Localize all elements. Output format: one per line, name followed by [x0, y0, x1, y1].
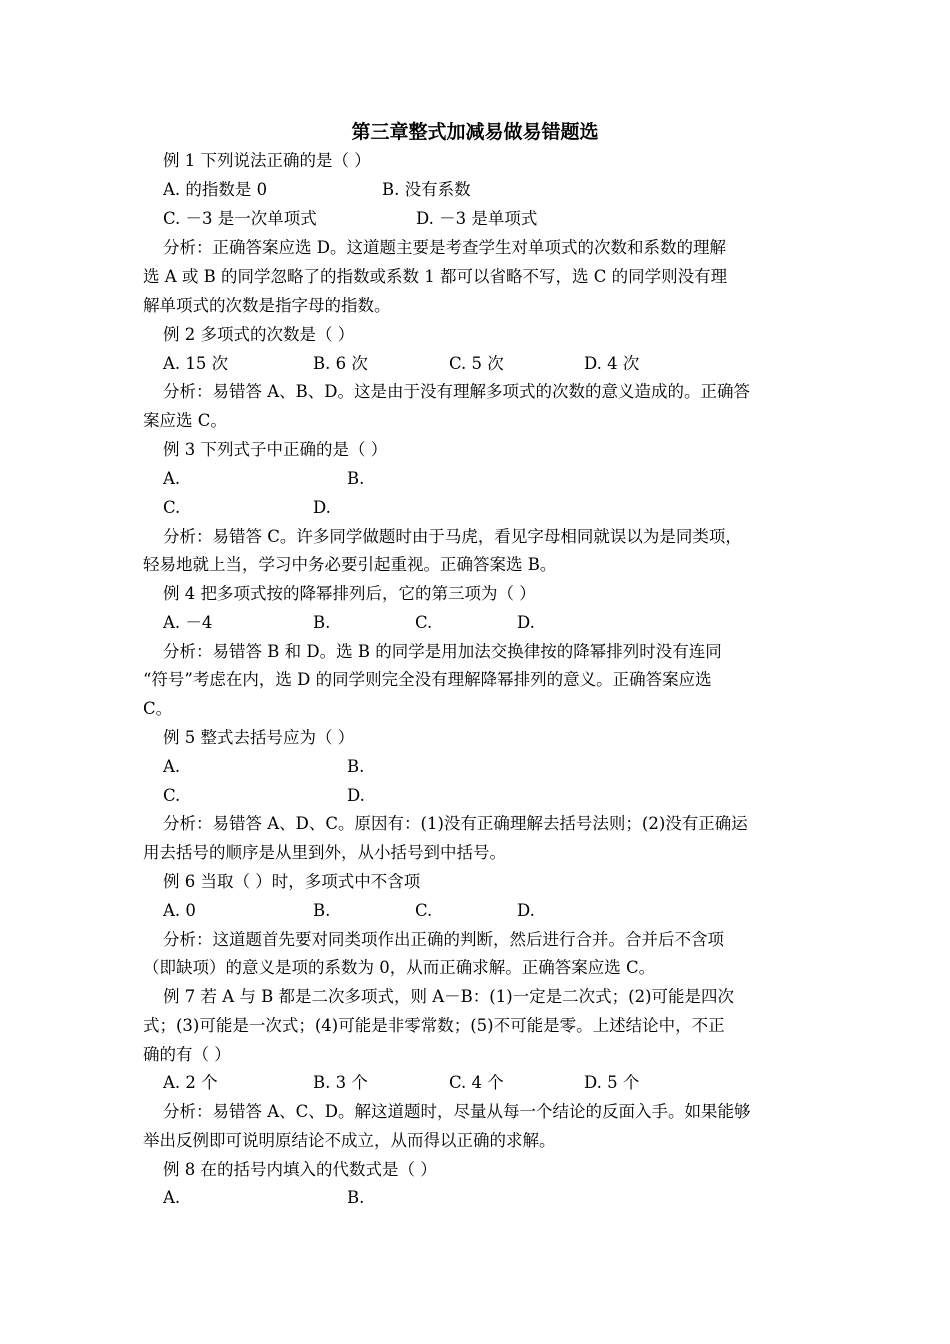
example-3-option-a: A.	[163, 469, 181, 488]
example-5-option-b: B.	[347, 757, 365, 776]
example-6-option-b: B.	[313, 901, 331, 920]
example-7-option-d: D. 5 个	[584, 1073, 640, 1092]
example-3-option-b: B.	[347, 469, 365, 488]
example-4-analysis-line: 分析：易错答 B 和 D。选 B 的同学是用加法交换律按的降幂排列时没有连同	[163, 642, 722, 661]
example-7-option-c: C. 4 个	[449, 1073, 504, 1092]
example-6-analysis-line: （即缺项）的意义是项的系数为 0，从而正确求解。正确答案应选 C。	[143, 958, 656, 977]
example-4-option-b: B.	[313, 613, 331, 632]
example-3-analysis-line: 分析：易错答 C。许多同学做题时由于马虎，看见字母相同就误以为是同类项，	[163, 527, 742, 546]
example-6-option-d: D.	[517, 901, 535, 920]
example-2-option-c: C. 5 次	[449, 354, 504, 373]
example-1-option-d: D. －3 是单项式	[416, 209, 538, 228]
example-1-option-b: B. 没有系数	[382, 180, 471, 199]
example-6-question: 例 6 当取（ ）时，多项式中不含项	[163, 872, 421, 891]
example-2-option-b: B. 6 次	[313, 354, 368, 373]
example-2-option-a: A. 15 次	[163, 354, 229, 373]
example-5-option-d: D.	[347, 786, 365, 805]
example-1-analysis-line: 选 A 或 B 的同学忽略了的指数或系数 1 都可以省略不写，选 C 的同学则没有理	[143, 267, 728, 286]
example-7-analysis-line: 分析：易错答 A、C、D。解这道题时，尽量从每一个结论的反面入手。如果能够	[163, 1102, 751, 1121]
example-1-option-c: C. －3 是一次单项式	[163, 209, 317, 228]
example-5-option-c: C.	[163, 786, 181, 805]
example-4-option-c: C.	[415, 613, 433, 632]
example-7-question: 例 7 若 A 与 B 都是二次多项式，则 A－B：(1)一定是二次式；(2)可能是四次	[163, 987, 735, 1006]
example-6-analysis-line: 分析：这道题首先要对同类项作出正确的判断，然后进行合并。合并后不含项	[163, 930, 724, 949]
example-2-option-d: D. 4 次	[584, 354, 640, 373]
example-3-option-d: D.	[313, 498, 331, 517]
example-1-analysis-line: 分析：正确答案应选 D。这道题主要是考查学生对单项式的次数和系数的理解	[163, 238, 726, 257]
example-7-option-b: B. 3 个	[313, 1073, 368, 1092]
example-8-option-a: A.	[163, 1188, 181, 1207]
example-4-option-d: D.	[517, 613, 535, 632]
example-7-question: 式；(3)可能是一次式；(4)可能是非零常数；(5)不可能是零。上述结论中，不正	[143, 1016, 725, 1035]
example-7-question: 确的有（ ）	[143, 1045, 231, 1064]
example-1-question: 例 1 下列说法正确的是（ ）	[163, 151, 371, 170]
example-4-option-a: A. －4	[163, 613, 213, 632]
document-title: 第三章整式加减易做易错题选	[351, 121, 599, 143]
example-1-analysis-line: 解单项式的次数是指字母的指数。	[143, 296, 391, 315]
example-5-analysis-line: 用去括号的顺序是从里到外，从小括号到中括号。	[143, 843, 506, 862]
example-5-analysis-line: 分析：易错答 A、D、C。原因有：(1)没有正确理解去括号法则；(2)没有正确运	[163, 814, 748, 833]
example-8-question: 例 8 在的括号内填入的代数式是（ ）	[163, 1160, 437, 1179]
example-3-question: 例 3 下列式子中正确的是（ ）	[163, 440, 388, 459]
example-5-question: 例 5 整式去括号应为（ ）	[163, 728, 355, 747]
example-5-option-a: A.	[163, 757, 181, 776]
example-4-analysis-line: “符号”考虑在内，选 D 的同学则完全没有理解降幂排列的意义。正确答案应选	[143, 670, 712, 689]
example-2-question: 例 2 多项式的次数是（ ）	[163, 325, 355, 344]
example-4-question: 例 4 把多项式按的降幂排列后，它的第三项为（ ）	[163, 584, 536, 603]
example-3-option-c: C.	[163, 498, 181, 517]
example-2-analysis-line: 分析：易错答 A、B、D。这是由于没有理解多项式的次数的意义造成的。正确答	[163, 382, 751, 401]
example-1-option-a: A. 的指数是 0	[163, 180, 268, 199]
example-6-option-a: A. 0	[163, 901, 196, 920]
example-3-analysis-line: 轻易地就上当，学习中务必要引起重视。正确答案选 B。	[143, 555, 557, 574]
example-7-analysis-line: 举出反例即可说明原结论不成立，从而得以正确的求解。	[143, 1131, 556, 1150]
example-7-option-a: A. 2 个	[163, 1073, 218, 1092]
example-2-analysis-line: 案应选 C。	[143, 411, 227, 430]
example-8-option-b: B.	[347, 1188, 365, 1207]
example-4-analysis-line: C。	[143, 699, 173, 718]
example-6-option-c: C.	[415, 901, 433, 920]
